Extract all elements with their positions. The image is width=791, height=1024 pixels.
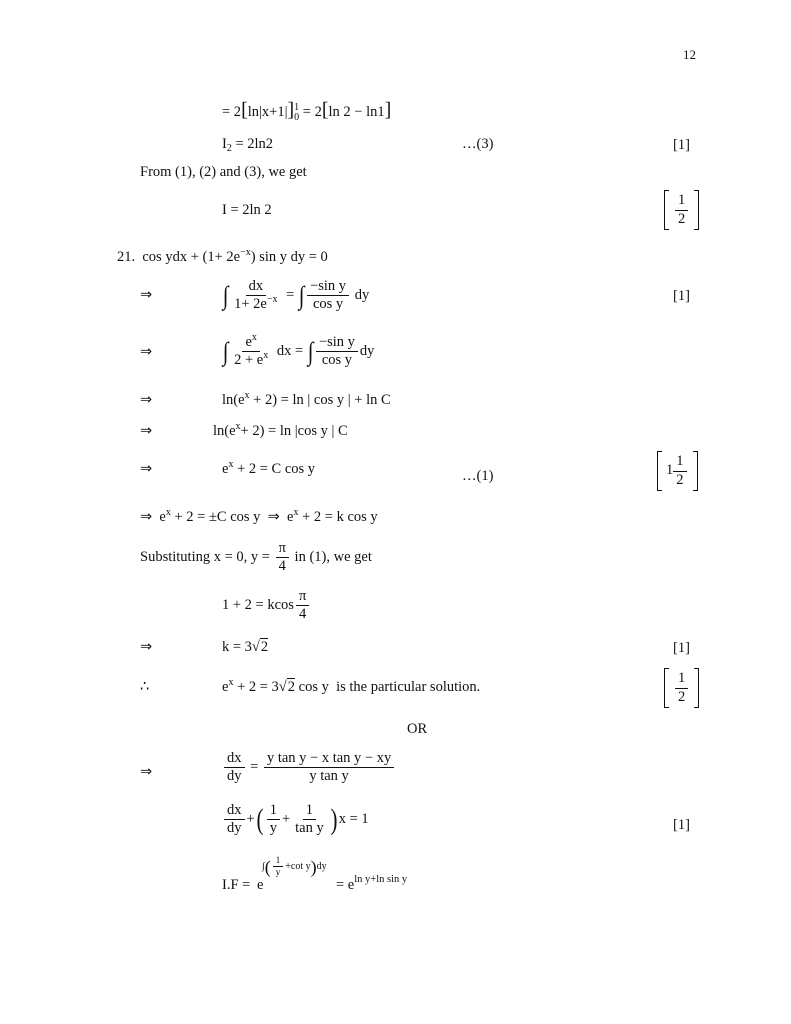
eq-line-12: 1 + 2 = kcos $\frac{\pi}{4}$ — [222, 588, 311, 623]
implies-3: ⇒ — [140, 392, 153, 408]
mark-1b: [1] — [673, 288, 690, 304]
page-number: 12 — [683, 47, 696, 62]
eq-line-2: $I_2 = 2\ln 2$ — [222, 136, 274, 154]
or-divider: OR — [407, 721, 428, 737]
eq-line-13: k = 3√2 — [222, 639, 269, 655]
eq-line-8: $\ln(e^x+ 2) = \ln |\cos$ y | C — [213, 421, 348, 439]
eq-line-10: ⇒ $e^x + 2 = \pm C$ cos y ⇒ $e^x + 2 = k$ cos y — [140, 507, 378, 525]
eq-line-6b: ∫ $\frac{e^x}{2 + e^x}$ dx = ∫ $\frac{\text{−sin y}}{\text{cos y}}$ dy — [222, 332, 375, 369]
if-rhs: = $e^{ln y+ln sin y}$ — [336, 874, 408, 893]
mark-half: $\frac{1}{2}$ — [664, 190, 699, 230]
eq-line-4: I = 2ln 2 — [222, 202, 272, 218]
eq-line-11: Substituting x = 0, y = $\frac{\pi}{4}$ in (1), we get — [140, 540, 372, 575]
text-from-123: From (1), (2) and (3), we get — [140, 164, 307, 180]
if-base-e: e — [257, 877, 264, 893]
implies-7: ⇒ — [140, 764, 153, 780]
eq-line-7: $\ln(e^x + 2) = \ln$ | cos y | + ln C — [222, 390, 391, 408]
mark-1c: [1] — [673, 640, 690, 656]
mark-half-b: $\frac{1}{2}$ — [664, 668, 699, 708]
if-label: I.F = — [222, 877, 251, 893]
if-exponent: ∫( $\frac{1}{y}$ +cot y)dy — [262, 855, 327, 878]
implies-6: ⇒ — [140, 639, 153, 655]
question-21: 21. cos ydx + $(1+ 2e^{-x})$ sin y dy = 0 — [117, 247, 328, 265]
eq-line-16: $\frac{dx}{dy}$ = $\frac{\text{y tan y − x tan y − xy}}{\text{y tan y}}$ — [222, 750, 396, 785]
eq-ref-1: …(1) — [462, 468, 494, 484]
mark-1: [1] — [673, 137, 690, 153]
eq-line-1: = 2[ln|x+1|] 1 0 = 2[ln 2 − ln1] — [222, 99, 392, 123]
implies-5: ⇒ — [140, 461, 153, 477]
eq-line-17: $\frac{dx}{dy}$ +( $\frac{1}{y}$ + $\frac{1}{\text{tan y}}$ ) x = 1 — [222, 802, 369, 837]
eq-line-9: $e^x + 2 = C$ cos y — [222, 459, 316, 477]
therefore-symbol: ∴ — [140, 679, 150, 695]
eq-line-14: $e^x + 2 = 3√2$ cos y is the particular solution. — [222, 677, 481, 695]
eq-line-6: ∫ $\frac{dx}{1+ 2e^{-x}}$ = ∫ $\frac{\text{−sin y}}{\text{cos y}}$ dy — [222, 278, 370, 313]
eq-ref-3: …(3) — [462, 136, 494, 152]
mark-one-half: 1 $\frac{1}{2}$ — [657, 451, 698, 491]
implies-2: ⇒ — [140, 344, 153, 360]
implies-4: ⇒ — [140, 423, 153, 439]
mark-1d: [1] — [673, 817, 690, 833]
implies-1: ⇒ — [140, 287, 153, 303]
